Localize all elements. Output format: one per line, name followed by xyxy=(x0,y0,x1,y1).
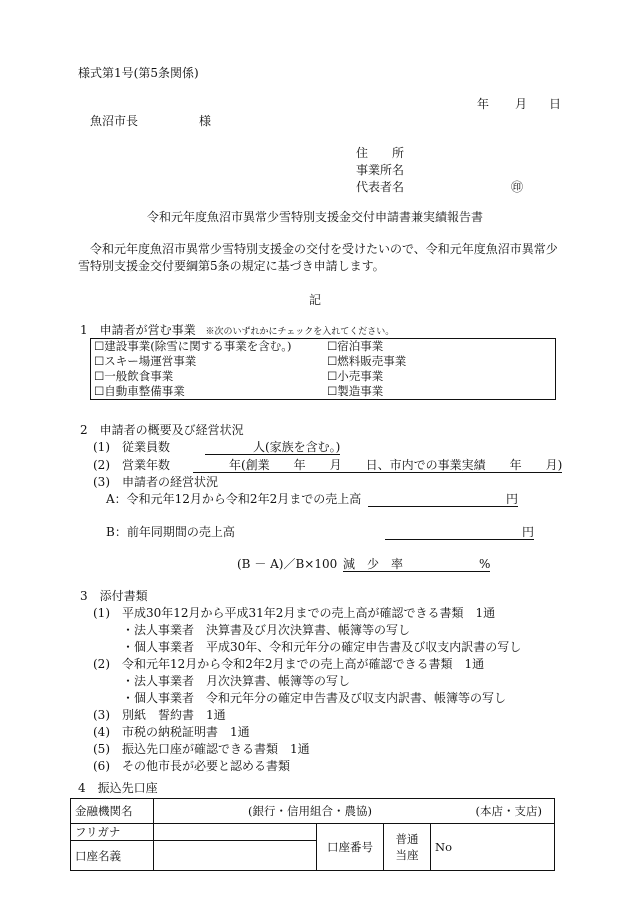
account-number-label: 口座番号 xyxy=(317,824,384,871)
decrease-percent: % xyxy=(479,557,491,571)
form-number: 様式第1号(第5条関係) xyxy=(78,66,199,80)
status-label: 申請者の経営状況 xyxy=(122,475,219,489)
business-type-table xyxy=(90,338,556,400)
bank-types: (銀行・信用組合・農協) xyxy=(248,804,372,818)
attachment-text: 別紙 誓約書 1通 xyxy=(122,708,226,722)
decrease-formula: (B － A)／B×100 xyxy=(237,557,338,571)
sales-a-label: A：令和元年12月から令和2年2月までの売上高 xyxy=(106,492,362,506)
bank-name-label: 金融機関名 xyxy=(71,799,154,824)
years-text: 年(創業 年 月 日、市内での事業実績 年 月) xyxy=(229,458,563,472)
sales-a-unit: 円 xyxy=(506,492,519,506)
employees-field[interactable] xyxy=(205,439,340,455)
account-no-label: No xyxy=(435,840,452,854)
ki-mark: 記 xyxy=(308,293,321,307)
document-title: 令和元年度魚沼市異常少雪特別支援金交付申請書兼実績報告書 xyxy=(146,210,483,224)
account-type-ordinary: 普通 xyxy=(395,832,419,846)
attachment-num: (5) xyxy=(93,742,110,756)
account-number-field[interactable] xyxy=(431,824,555,871)
employees-unit: 人(家族を含む。) xyxy=(253,440,341,454)
section-3-title: 3 添付書類 xyxy=(80,589,148,603)
business-option-auto-repair[interactable]: ☐自動車整備事業 xyxy=(94,384,185,398)
employees-num: (1) xyxy=(93,440,110,454)
attachment-text: ・法人事業者 月次決算書、帳簿等の写し xyxy=(122,674,351,688)
business-option-fuel[interactable]: ☐燃料販売事業 xyxy=(327,354,407,368)
business-option-restaurant[interactable]: ☐一般飲食事業 xyxy=(94,369,174,383)
account-type-cell[interactable] xyxy=(384,824,431,871)
attachment-text: 令和元年12月から令和2年2月までの売上高が確認できる書類 1通 xyxy=(122,657,485,671)
attachment-num: (3) xyxy=(93,708,110,722)
years-field[interactable] xyxy=(193,457,562,473)
sales-b-label: B：前年同期間の売上高 xyxy=(106,525,235,539)
attachment-num: (2) xyxy=(93,657,110,671)
business-option-retail[interactable]: ☐小売事業 xyxy=(327,369,384,383)
addressee-name: 魚沼市長 xyxy=(90,114,139,128)
body-line-2: 雪特別支援金交付要綱第5条の規定に基づき申請します。 xyxy=(78,259,385,273)
decrease-label: 減 少 率 xyxy=(343,557,404,571)
attachment-num: (4) xyxy=(93,725,110,739)
branch-types: (本店・支店) xyxy=(475,804,542,818)
years-label: 営業年数 xyxy=(122,458,171,472)
decrease-field[interactable] xyxy=(343,556,490,572)
account-holder-label: 口座名義 xyxy=(71,841,154,871)
body-line-1: 令和元年度魚沼市異常少雪特別支援金の交付を受けたいので、令和元年度魚沼市異常少 xyxy=(90,242,558,256)
office-name-label: 事業所名 xyxy=(356,163,405,177)
attachment-num: (6) xyxy=(93,759,110,773)
furigana-field[interactable] xyxy=(154,824,317,841)
date-day-label: 日 xyxy=(549,97,562,111)
section-2-title: 2 申請者の概要及び経営状況 xyxy=(80,423,244,437)
business-option-ski-resort[interactable]: ☐スキー場運営事業 xyxy=(94,354,197,368)
date-year-label: 年 xyxy=(477,97,490,111)
account-holder-field[interactable] xyxy=(154,841,317,871)
attachment-text: その他市長が必要と認める書類 xyxy=(122,759,291,773)
employees-label: 従業員数 xyxy=(122,440,171,454)
address-label: 住 所 xyxy=(356,146,405,160)
business-option-manufacturing[interactable]: ☐製造事業 xyxy=(327,384,384,398)
attachment-text: ・個人事業者 平成30年、令和元年分の確定申告書及び収支内訳書の写し xyxy=(122,640,522,654)
status-num: (3) xyxy=(93,475,110,489)
sales-b-unit: 円 xyxy=(522,525,535,539)
section-4-title: 4 振込先口座 xyxy=(78,781,158,795)
account-type-current: 当座 xyxy=(395,848,419,862)
representative-label: 代表者名 xyxy=(356,180,405,194)
business-option-lodging[interactable]: ☐宿泊事業 xyxy=(327,339,384,353)
attachment-text: ・法人事業者 決算書及び月次決算書、帳簿等の写し xyxy=(122,623,411,637)
business-option-construction[interactable]: ☐建設事業(除雪に関する事業を含む。) xyxy=(94,339,292,353)
section-1-title: 1 申請者が営む事業 ※次のいずれかにチェックを入れてください。 xyxy=(80,323,395,337)
section-1-note: ※次のいずれかにチェックを入れてください。 xyxy=(205,327,395,337)
sales-a-field[interactable] xyxy=(368,491,518,507)
furigana-label: フリガナ xyxy=(71,824,154,841)
bank-account-table xyxy=(70,798,555,871)
attachment-text: 市税の納税証明書 1通 xyxy=(122,725,250,739)
years-num: (2) xyxy=(93,458,110,472)
date-month-label: 月 xyxy=(515,97,528,111)
addressee-honorific: 様 xyxy=(199,114,212,128)
attachment-text: 振込先口座が確認できる書類 1通 xyxy=(122,742,310,756)
bank-name-field[interactable] xyxy=(154,799,555,824)
sales-b-field[interactable] xyxy=(385,524,534,540)
attachment-text: ・個人事業者 令和元年分の確定申告書及び収支内訳書、帳簿等の写し xyxy=(122,691,507,705)
attachment-text: 平成30年12月から平成31年2月までの売上高が確認できる書類 1通 xyxy=(122,606,496,620)
seal-mark: ㊞ xyxy=(511,180,524,194)
attachment-num: (1) xyxy=(93,606,110,620)
